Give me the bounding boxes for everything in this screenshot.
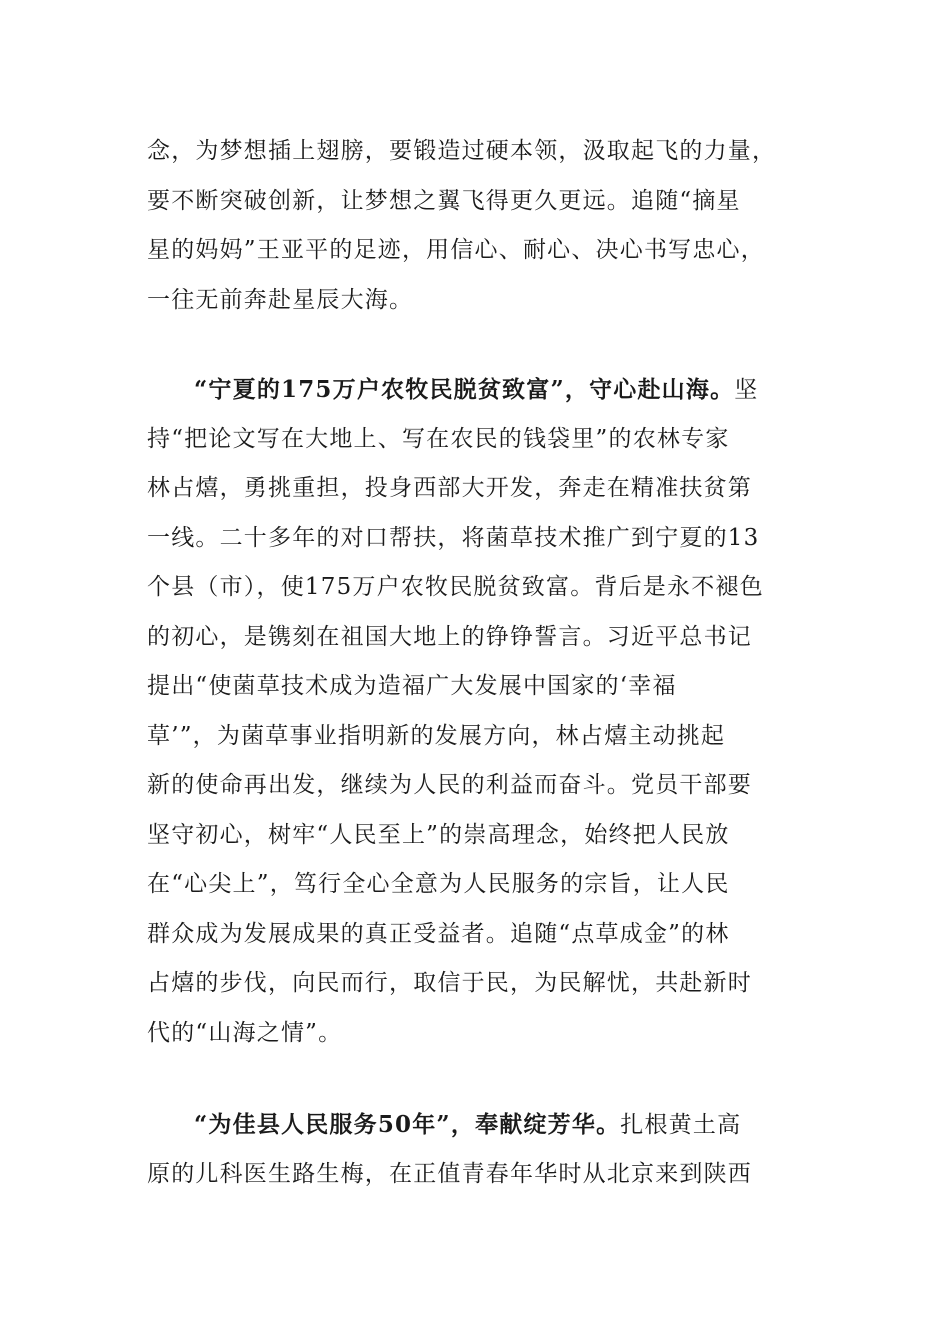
paragraph-2-line: 个县（市），使175万户农牧民脱贫致富。背后是永不褪色: [147, 574, 764, 600]
paragraph-1-line: 星的妈妈”王亚平的足迹，用信心、耐心、决心书写忠心，: [147, 237, 765, 263]
paragraph-2-line: 提出“使菌草技术成为造福广大发展中国家的‘幸福: [147, 673, 677, 699]
paragraph-3-line: 原的儿科医生路生梅，在正值青春年华时从北京来到陕西: [147, 1160, 752, 1187]
paragraph-2-line: 一线。二十多年的对口帮扶，将菌草技术推广到宁夏的13: [147, 524, 760, 551]
paragraph-2-line: 在“心尖上”，笃行全心全意为人民服务的宗旨，让人民: [147, 871, 730, 897]
paragraph-2-line: 坚守初心，树牢“人民至上”的崇高理念，始终把人民放: [147, 821, 730, 848]
paragraph-3: [147, 1100, 807, 1199]
paragraph-2-line: 林占熺，勇挑重担，投身西部大开发，奔走在精准扶贫第: [147, 475, 752, 501]
paragraph-2-line: 的初心，是镌刻在祖国大地上的铮铮誓言。习近平总书记: [147, 623, 752, 650]
paragraph-2-line: 占熺的步伐，向民而行，取信于民，为民解忧，共赴新时: [147, 970, 752, 996]
paragraph-2: [147, 365, 807, 1058]
paragraph-2-heading: “宁夏的175万户农牧民脱贫致富”，守心赴山海。: [194, 376, 735, 403]
paragraph-1-line: 要不断突破创新，让梦想之翼飞得更久更远。追随“摘星: [147, 187, 741, 214]
paragraph-1: [147, 127, 807, 325]
paragraph-2-line: 草’”，为菌草事业指明新的发展方向，林占熺主动挑起: [147, 722, 726, 749]
paragraph-2-first-line: [147, 365, 807, 415]
paragraph-2-first-line-rest: 坚: [734, 377, 759, 403]
paragraph-2-line: 代的“山海之情”。: [147, 1019, 343, 1046]
paragraph-3-first-line: [147, 1100, 807, 1150]
paragraph-2-line: 群众成为发展成果的真正受益者。追随“点草成金”的林: [147, 920, 730, 947]
paragraph-1-line: 念，为梦想插上翅膀，要锻造过硬本领，汲取起飞的力量，: [147, 138, 777, 164]
paragraph-2-line: 新的使命再出发，继续为人民的利益而奋斗。党员干部要: [147, 772, 752, 798]
paragraph-2-line: 持“把论文写在大地上、写在农民的钱袋里”的农林专家: [147, 425, 730, 452]
paragraph-1-line: 一往无前奔赴星辰大海。: [147, 286, 414, 313]
paragraph-3-heading: “为佳县人民服务50年”，奉献绽芳华。: [194, 1111, 621, 1138]
paragraph-3-first-line-rest: 扎根黄土高: [620, 1112, 742, 1138]
